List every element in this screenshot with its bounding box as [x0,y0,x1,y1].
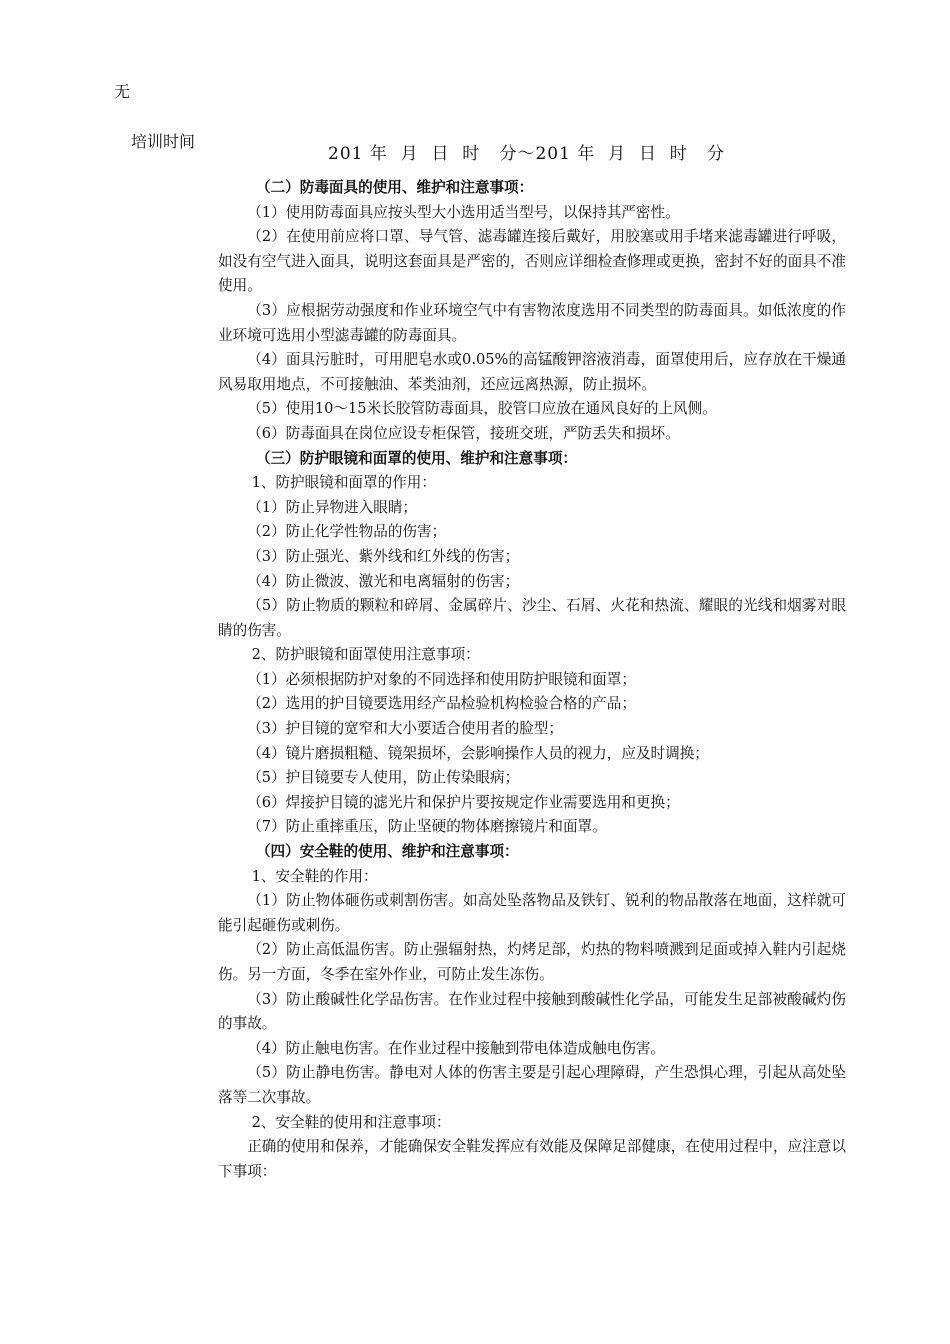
paragraph: （5）防止静电伤害。静电对人体的伤害主要是引起心理障碍，产生恐惧心理，引起从高处坠落等二次事故。 [218,1064,846,1106]
body-text [218,176,846,1184]
none-mark: 无 [114,82,131,101]
paragraph: （2）防止高低温伤害。防止强辐射热，灼烤足部，灼热的物料喷溅到足面或掉入鞋内引起烧伤。另一方面，冬季在室外作业，可防止发生冻伤。 [218,941,846,983]
paragraph: （4）防止微波、激光和电离辐射的伤害； [247,572,520,590]
paragraph: （2）在使用前应将口罩、导气管、滤毒罐连接后戴好，用胶塞或用手堵来滤毒罐进行呼吸，如没有空气进入面具，说明这套面具是严密的，否则应详细检查修理或更换，密封不好的面具不准使用。 [218,228,846,295]
paragraph: （4）镜片磨损粗糙、镜架损坏，会影响操作人员的视力，应及时调换； [247,744,709,762]
paragraph: （3）防止强光、紫外线和红外线的伤害； [247,547,520,565]
subheading: 1、安全鞋的作用： [251,867,378,885]
paragraph: （3）护目镜的宽窄和大小要适合使用者的脸型； [247,720,563,738]
paragraph: （3）防止酸碱性化学品伤害。在作业过程中接触到酸碱性化学品，可能发生足部被酸碱灼伤的事故。 [218,990,846,1033]
paragraph: （6）防毒面具在岗位应设专柜保管，接班交班，严防丢失和损坏。 [247,424,680,442]
paragraph: （5）护目镜要专人使用，防止传染眼病； [247,769,520,787]
subheading: 2、安全鞋的使用和注意事项： [251,1113,451,1131]
subheading: 1、防护眼镜和面罩的作用： [251,474,436,492]
paragraph: （1）防止物体砸伤或刺割伤害。如高处坠落物品及铁钉、锐利的物品散落在地面，这样就可能引起砸伤或刺伤。 [218,892,846,934]
paragraph: （5）防止物质的颗粒和碎屑、金属碎片、沙尘、石屑、火花和热流、耀眼的光线和烟雾对眼睛的伤害。 [218,597,846,639]
training-time-label: 培训时间 [131,132,196,151]
paragraph: （7）防止重摔重压，防止坚硬的物体磨擦镜片和面罩。 [247,818,607,836]
paragraph: （1）必须根据防护对象的不同选择和使用防护眼镜和面罩； [247,670,636,688]
section-heading-3: （三）防护眼镜和面罩的使用、维护和注意事项： [255,449,578,467]
training-time-range: 201 年 月 日 时 分～201 年 月 日 时 分 [328,144,725,164]
paragraph: 正确的使用和保养，才能确保安全鞋发挥应有效能及保障足部健康，在使用过程中，应注意以下事项： [218,1138,846,1180]
paragraph: （2）选用的护目镜要选用经产品检验机构检验合格的产品； [247,695,636,713]
paragraph: （6）焊接护目镜的滤光片和保护片要按规定作业需要选用和更换； [247,793,680,811]
paragraph: （4）面具污脏时，可用肥皂水或0.05%的高锰酸钾溶液消毒，面罩使用后，应存放在干燥通风易取用地点，不可接触油、苯类油剂，还应远离热源，防止损坏。 [218,351,846,393]
paragraph: （3）应根据劳动强度和作业环境空气中有害物浓度选用不同类型的防毒面具。如低浓度的作业环境可选用小型滤毒罐的防毒面具。 [218,301,846,344]
paragraph: （4）防止触电伤害。在作业过程中接触到带电体造成触电伤害。 [247,1039,666,1057]
section-heading-4: （四）安全鞋的使用、维护和注意事项： [255,843,519,861]
subheading: 2、防护眼镜和面罩使用注意事项： [251,646,480,664]
paragraph: （5）使用10～15米长胶管防毒面具，胶管口应放在通风良好的上风侧。 [247,400,717,418]
paragraph: （2）防止化学性物品的伤害； [247,523,447,541]
section-heading-2: （二）防毒面具的使用、维护和注意事项： [255,179,534,196]
paragraph: （1）使用防毒面具应按头型大小选用适当型号，以保持其严密性。 [247,203,680,221]
paragraph: （1）防止异物进入眼睛； [247,498,418,516]
